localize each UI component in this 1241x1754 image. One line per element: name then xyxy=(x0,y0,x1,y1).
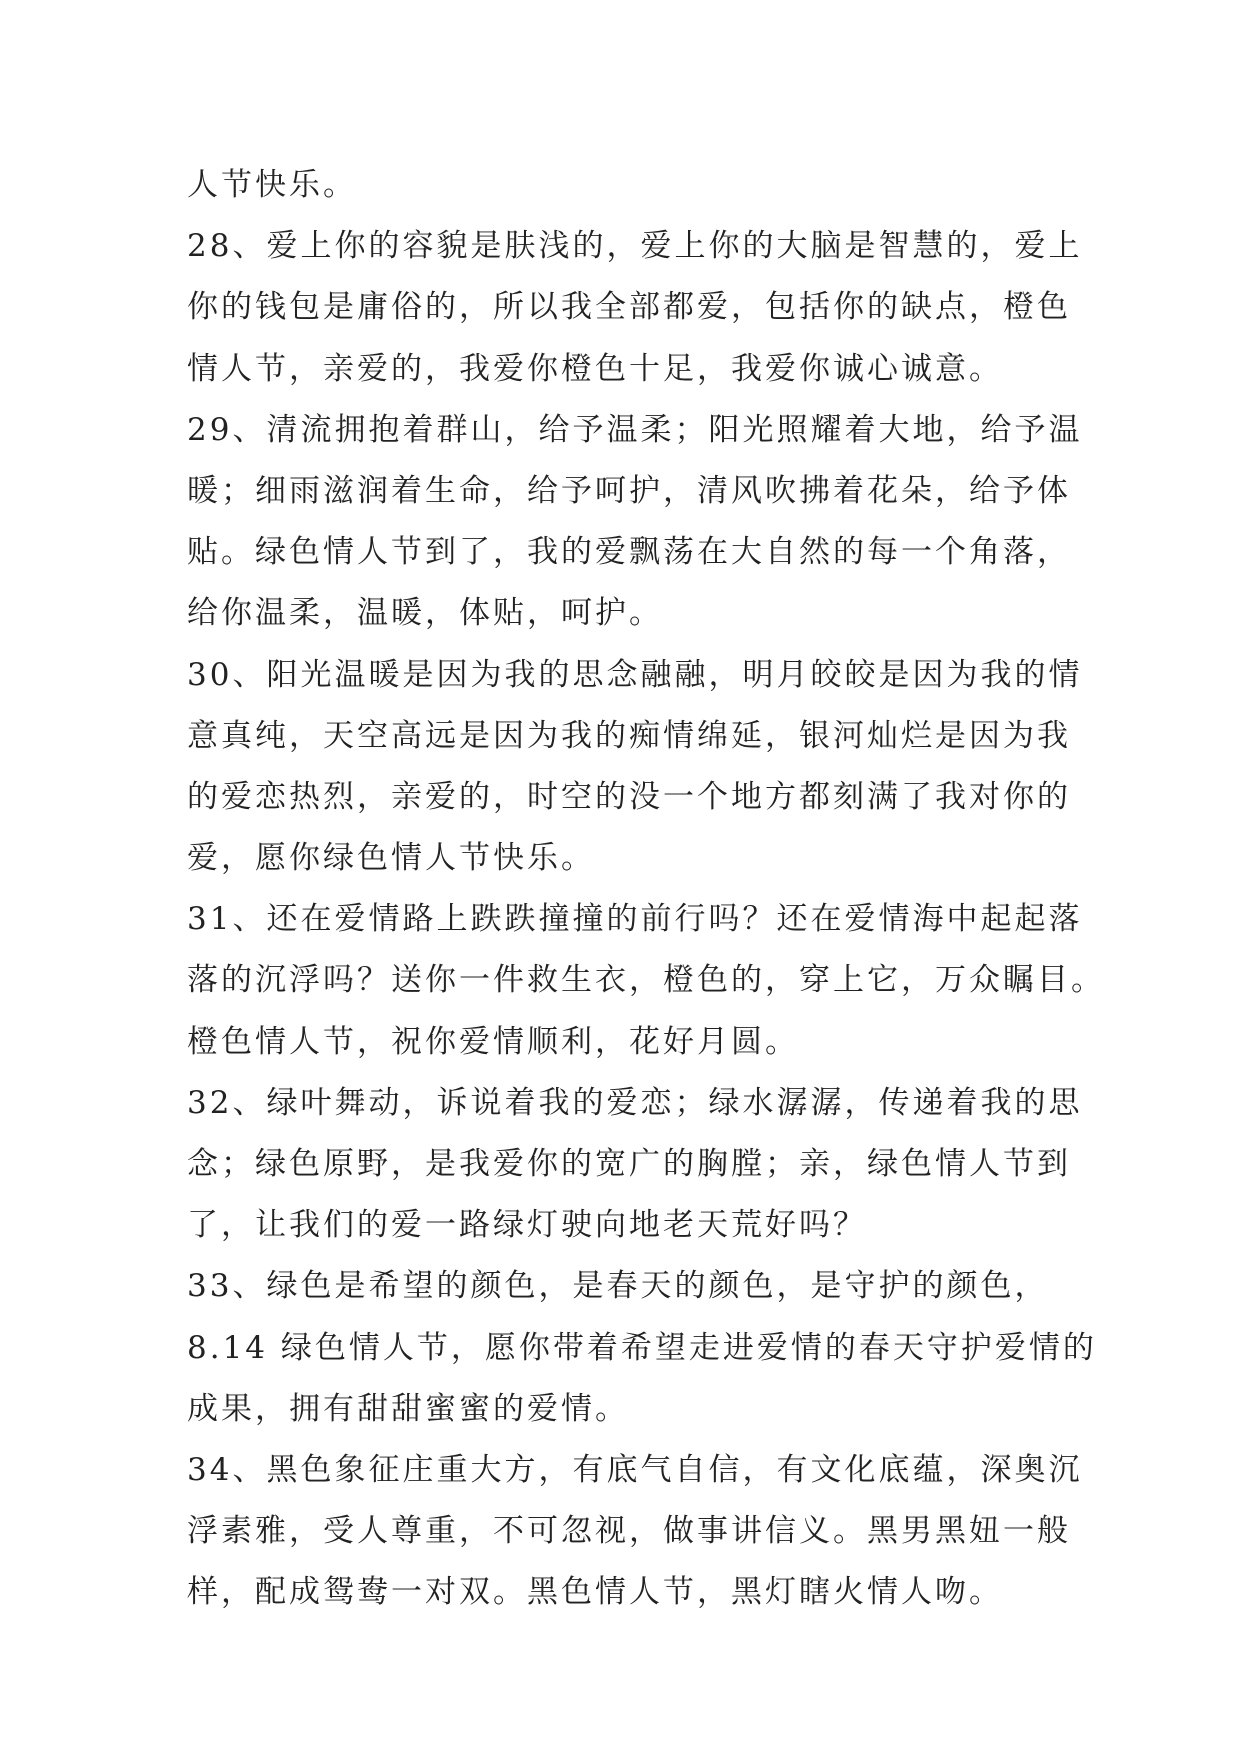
text-line: 8.14 绿色情人节，愿你带着希望走进爱情的春天守护爱情的 xyxy=(187,1329,1097,1366)
text-line: 落的沉浮吗？送你一件救生衣，橙色的，穿上它，万众瞩目。 xyxy=(187,962,1105,999)
text-line: 成果，拥有甜甜蜜蜜的爱情。 xyxy=(187,1390,629,1427)
text-line: 30、阳光温暖是因为我的思念融融，明月皎皎是因为我的情 xyxy=(187,656,1083,693)
text-line: 29、清流拥抱着群山，给予温柔；阳光照耀着大地，给予温 xyxy=(187,411,1083,448)
text-line: 31、还在爱情路上跌跌撞撞的前行吗？还在爱情海中起起落 xyxy=(187,901,1083,938)
text-line: 34、黑色象征庄重大方，有底气自信，有文化底蕴，深奥沉 xyxy=(187,1451,1083,1488)
text-line: 暖；细雨滋润着生命，给予呵护，清风吹拂着花朵，给予体 xyxy=(187,472,1071,509)
text-line: 你的钱包是庸俗的，所以我全部都爱，包括你的缺点，橙色 xyxy=(187,289,1071,326)
text-line: 的爱恋热烈，亲爱的，时空的没一个地方都刻满了我对你的 xyxy=(187,778,1071,815)
text-line: 贴。绿色情人节到了，我的爱飘荡在大自然的每一个角落， xyxy=(187,534,1071,571)
text-line: 给你温柔，温暖，体贴，呵护。 xyxy=(187,595,663,632)
text-line: 人节快乐。 xyxy=(187,167,357,203)
text-line: 情人节，亲爱的，我爱你橙色十足，我爱你诚心诚意。 xyxy=(187,350,1003,387)
text-line: 样，配成鸳鸯一对双。黑色情人节，黑灯瞎火情人吻。 xyxy=(187,1574,1003,1611)
text-line: 32、绿叶舞动，诉说着我的爱恋；绿水潺潺，传递着我的思 xyxy=(187,1084,1083,1121)
text-line: 橙色情人节，祝你爱情顺利，花好月圆。 xyxy=(187,1023,799,1060)
text-line: 意真纯，天空高远是因为我的痴情绵延，银河灿烂是因为我 xyxy=(187,717,1071,754)
text-line: 爱，愿你绿色情人节快乐。 xyxy=(187,840,595,877)
text-line: 念；绿色原野，是我爱你的宽广的胸膛；亲，绿色情人节到 xyxy=(187,1146,1071,1182)
body-text xyxy=(187,155,1105,1624)
text-line: 33、绿色是希望的颜色，是春天的颜色，是守护的颜色， xyxy=(187,1268,1049,1305)
text-line: 了，让我们的爱一路绿灯驶向地老天荒好吗？ xyxy=(187,1207,867,1244)
text-line: 浮素雅，受人尊重，不可忽视，做事讲信义。黑男黑妞一般 xyxy=(187,1513,1071,1550)
text-line: 28、爱上你的容貌是肤浅的，爱上你的大脑是智慧的，爱上 xyxy=(187,228,1083,265)
